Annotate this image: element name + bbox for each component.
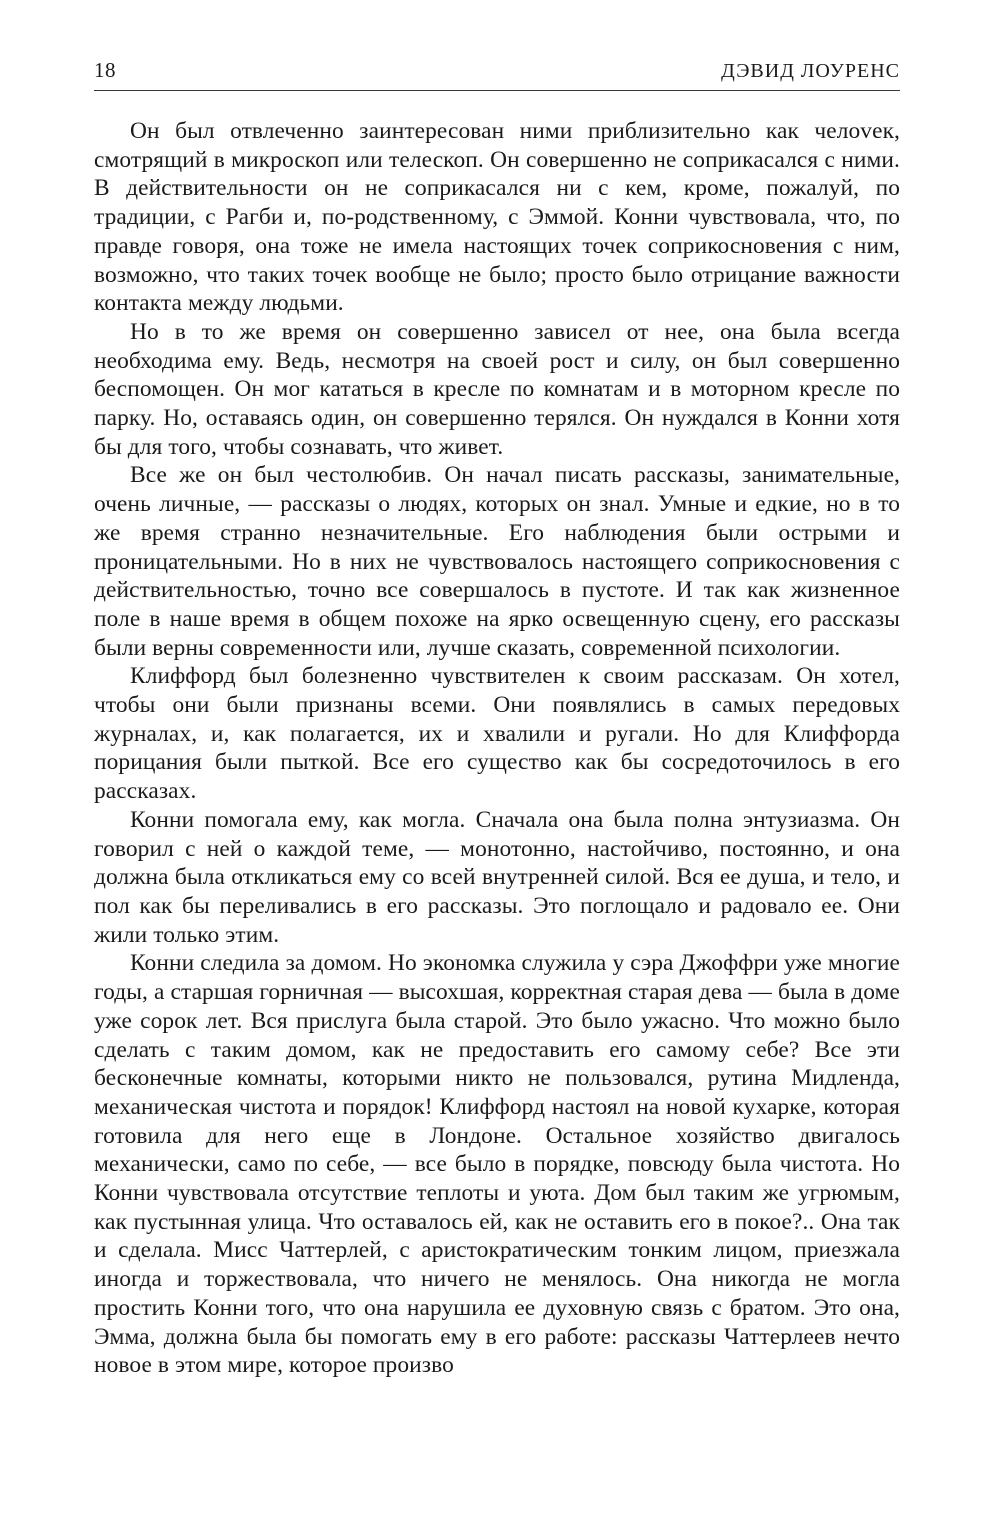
paragraph: Конни помогала ему, как могла. Сначала она была полна энтузиазма. Он говорил с ней о каждой теме, — монотонно, настойчиво, постоянно, и она должна была откликаться ему со всей внутренней силой. Вся ее душа, и тело, и пол как бы переливались в его рассказы. Это поглощало и радовало ее. Они жили только этим. (94, 806, 900, 948)
paragraph: Он был отвлеченно заинтересован ними приблизительно как челоvек, смотрящий в микроскоп или телескоп. Он совершенно не соприкасался с ними. В действительности он не соприкасался ни с кем, кроме, пожалуй, по традиции, с Рагби и, по-родственному, с Эммой. Конни чувствовала, что, по правде говоря, она тоже не имела настоящих точек соприкосновения с ним, возможно, что таких точек вообще не было; просто было отрицание важности контакта между людьми. (94, 118, 900, 317)
paragraph: Конни следила за домом. Но экономка служила у сэра Джоффри уже многие годы, а старшая горничная — высохшая, корректная старая дева — была в доме уже сорок лет. Вся прислуга была старой. Это было ужасно. Что можно было сделать с таким домом, как не предоставить его самому себе? Все эти бесконечные комнаты, которыми никто не пользовался, рутина Мидленда, механическая чистота и порядок! Клиффорд настоял на новой кухарке, которая готовила для него еще в Лондоне. Остальное хозяйство двигалось механически, само по себе, — все было в порядке, повсюду была чистота. Но Конни чувствовала отсутствие теплоты и уюта. Дом был таким же угрюмым, как пустынная улица. Что оставалось ей, как не оставить его в покое?.. Она так и сделала. Мисс Чаттерлей, с аристократическим тонким лицом, приезжала иногда и торжествовала, что ничего не менялось. Она никогда не могла простить Конни того, что она нарушила ее духовную связь с братом. Это она, Эмма, должна была бы помогать ему в его работе: рассказы Чаттерлеев нечто новое в этом мире, которое произво (94, 950, 900, 1379)
running-header-author: ДЭВИД ЛОУРЕНС (721, 60, 900, 82)
paragraph: Клиффорд был болезненно чувствителен к своим рассказам. Он хотел, чтобы они были признаны всеми. Они появлялись в самых передовых журналах, и, как полагается, их и хвалили и ругали. Но для Клиффорда порицания были пыткой. Все его существо как бы сосредоточилось в его рассказах. (94, 663, 900, 805)
page-number: 18 (94, 58, 116, 82)
running-header (94, 58, 900, 91)
paragraph: Все же он был честолюбив. Он начал писать рассказы, занимательные, очень личные, — рассказы о людях, которых он знал. Умные и едкие, но в то же время странно незначительные. Его наблюдения были острыми и проницательными. Но в них не чувствовалось настоящего соприкосновения с действительностью, точно все совершалось в пустоте. И так как жизненное поле в наше время в общем похоже на ярко освещенную сцену, его рассказы были верны современности или, лучше сказать, современной психологии. (94, 462, 900, 661)
book-page (94, 58, 900, 1380)
paragraph: Но в то же время он совершенно зависел от нее, она была всегда необходима ему. Ведь, несмотря на своей рост и силу, он был совершенно беспомощен. Он мог кататься в кресле по комнатам и в моторном кресле по парку. Но, оставаясь один, он совершенно терялся. Он нуждался в Конни хотя бы для того, чтобы сознавать, что живет. (94, 318, 900, 460)
body-text (94, 117, 900, 1380)
